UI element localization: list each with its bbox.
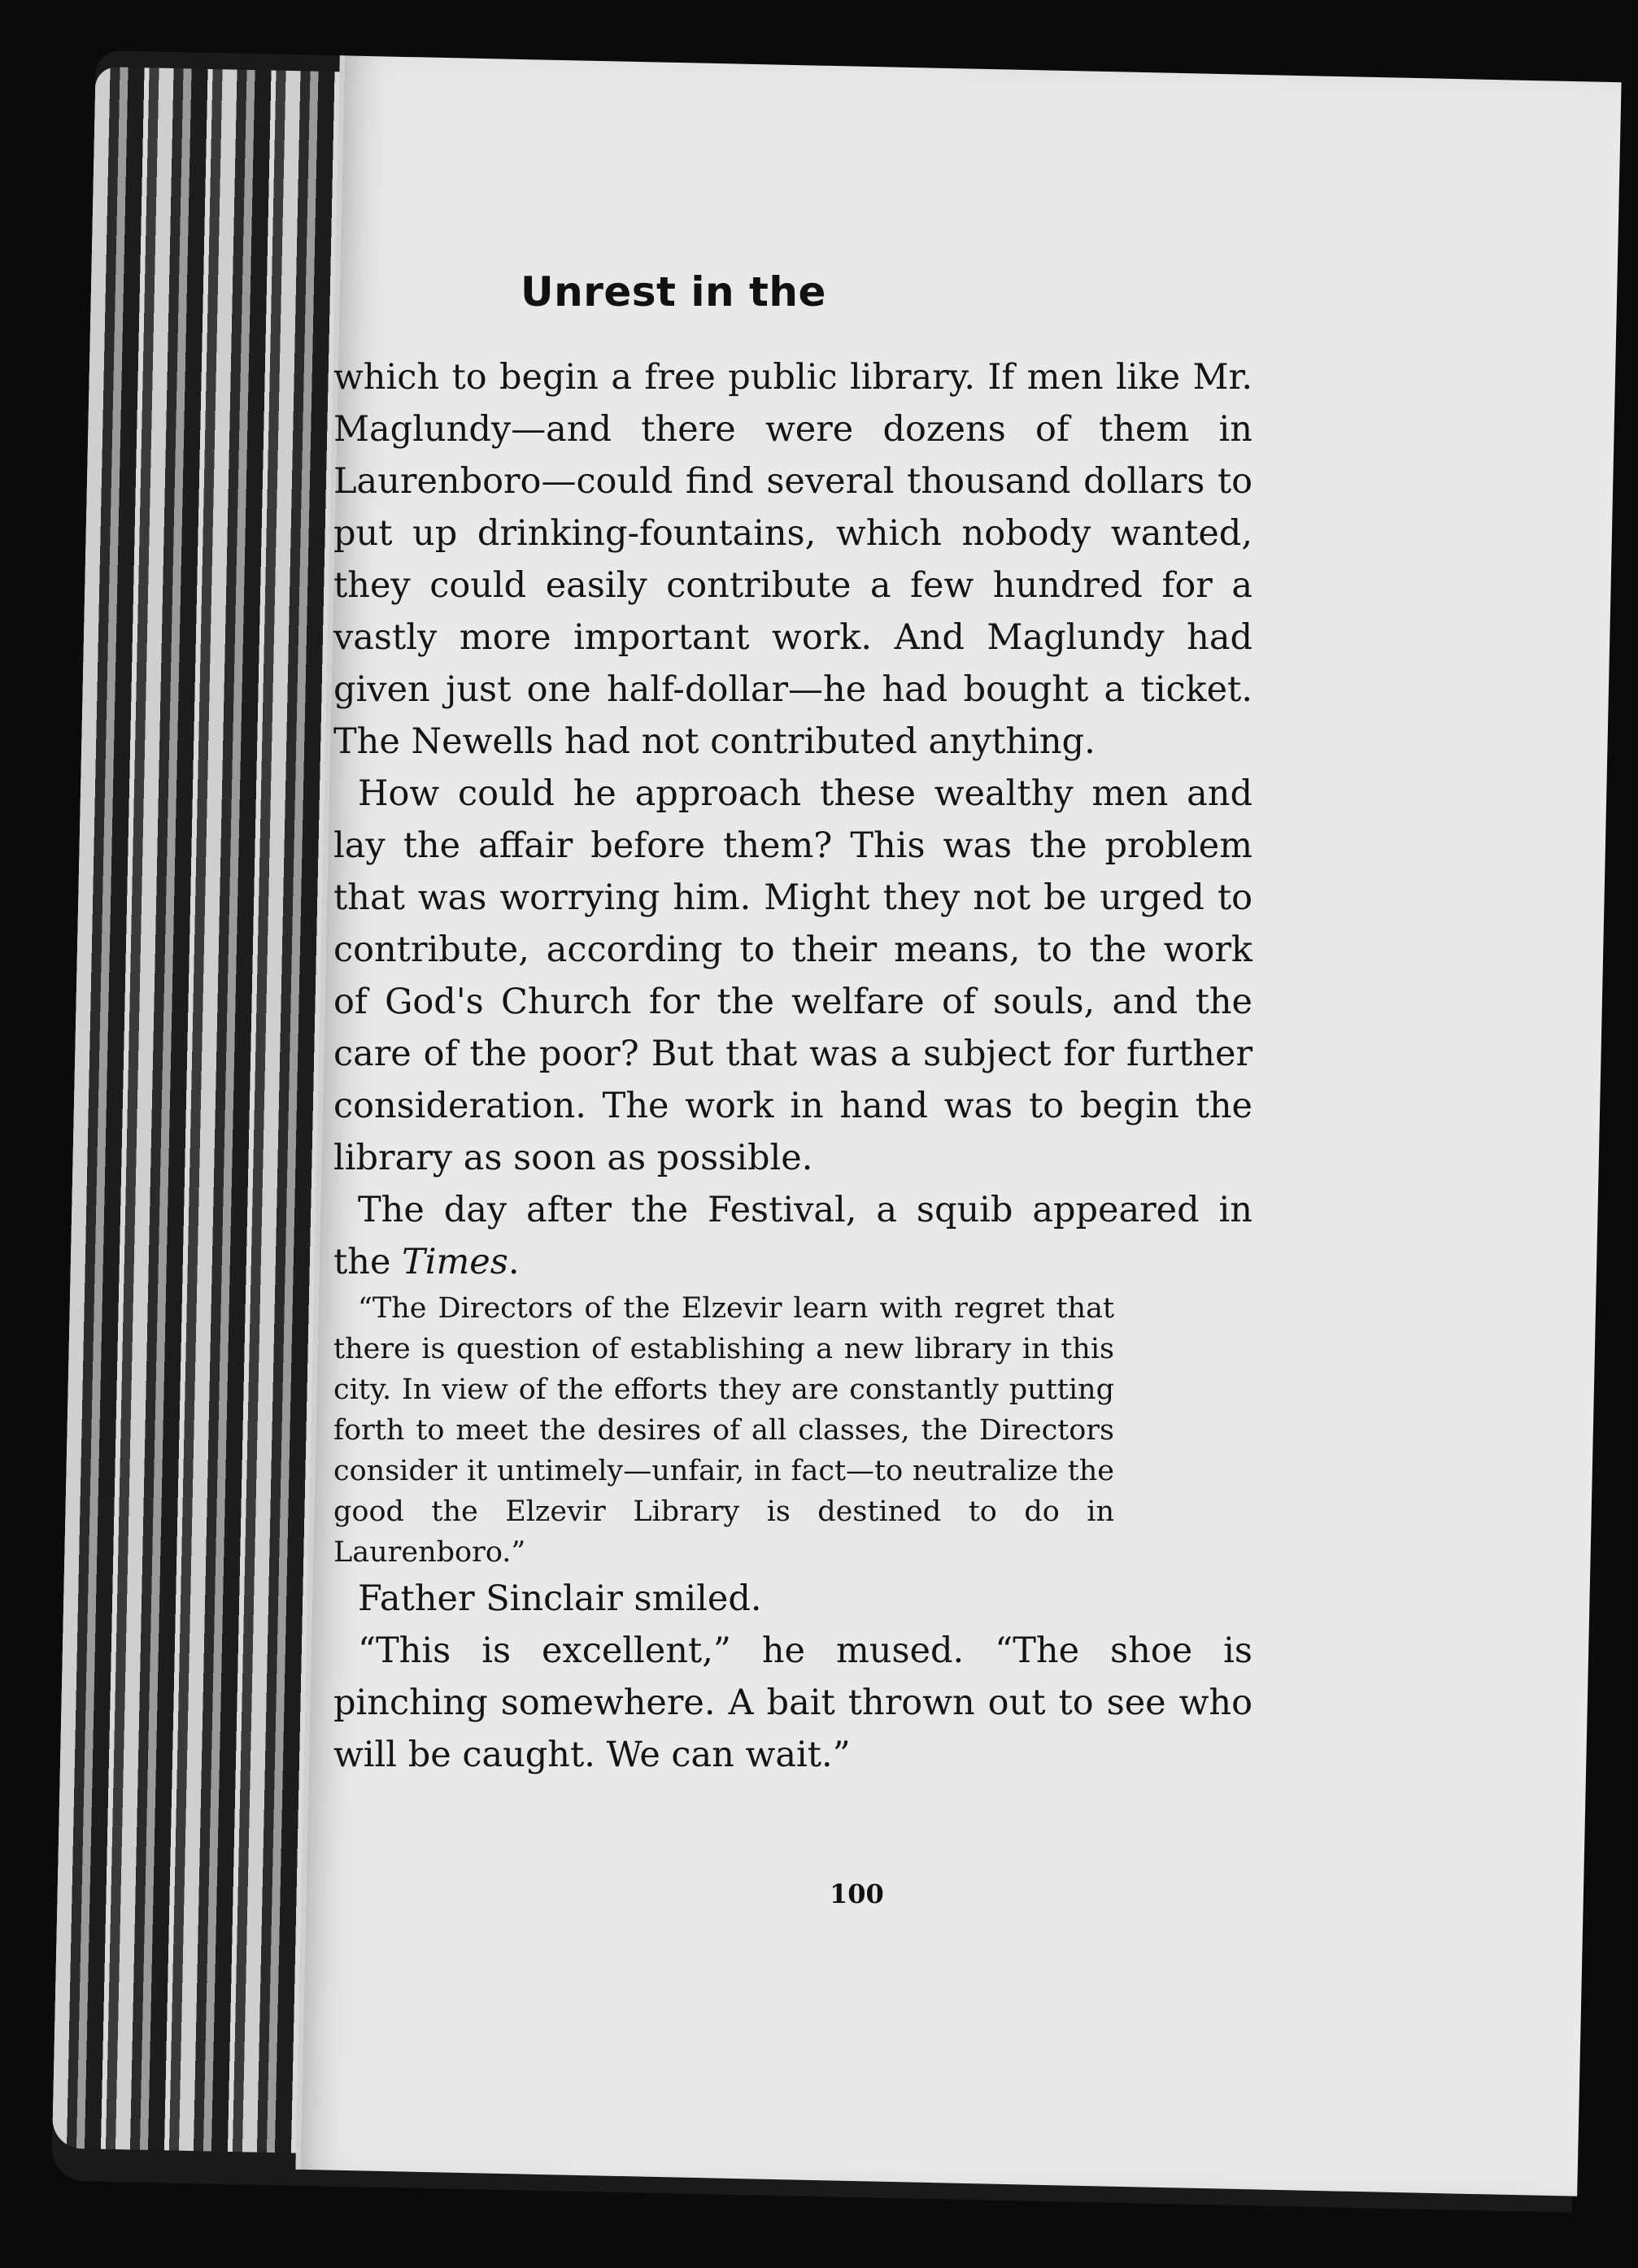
festival-text-after: . [508,1242,520,1282]
block-quote: “The Directors of the Elzevir learn with regret that there is question of establishing a new library in this city. In view of the efforts they are constantly putting forth to meet the desires of all classes, the Directors consider it untimely—unfair, in fact—to neutralize the good the Elzevir Library is destined to do in Laurenboro.” [333,1292,1114,1569]
running-head: Unrest in the [521,268,826,316]
paragraph-1: which to begin a free public library. If men like Mr. Maglundy—and there were dozens of them in Laurenboro—could find several thousand dollars to put up drinking-fountains, which nobody wanted, they could easily contribute a few hundred for a vastly more important work. And Maglundy had given just one half-dollar—he had bought a ticket. The Newells had not contributed anything. [333,357,1252,762]
paragraph-2: How could he approach these wealthy men and lay the affair before them? This was the problem that was worrying him. Might they not be urged to contribute, according to their means, to the work of God's Church for the welfare of souls, and the care of the poor? But that was a subject for further consideration. The work in hand was to begin the library as soon as possible. [333,773,1252,1178]
paragraph-festival [333,1184,1252,1288]
body-text [333,351,1252,1781]
page-number: 100 [830,1878,884,1909]
times-title: Times [402,1242,508,1282]
festival-text-before: The day after the Festival, a squib appeared in the [333,1190,1252,1282]
paragraph-sinclair-mused: “This is excellent,” he mused. “The shoe is pinching somewhere. A bait thrown out to see who will be caught. We can wait.” [333,1630,1252,1775]
paragraph-sinclair-smiled: Father Sinclair smiled. [358,1578,762,1619]
